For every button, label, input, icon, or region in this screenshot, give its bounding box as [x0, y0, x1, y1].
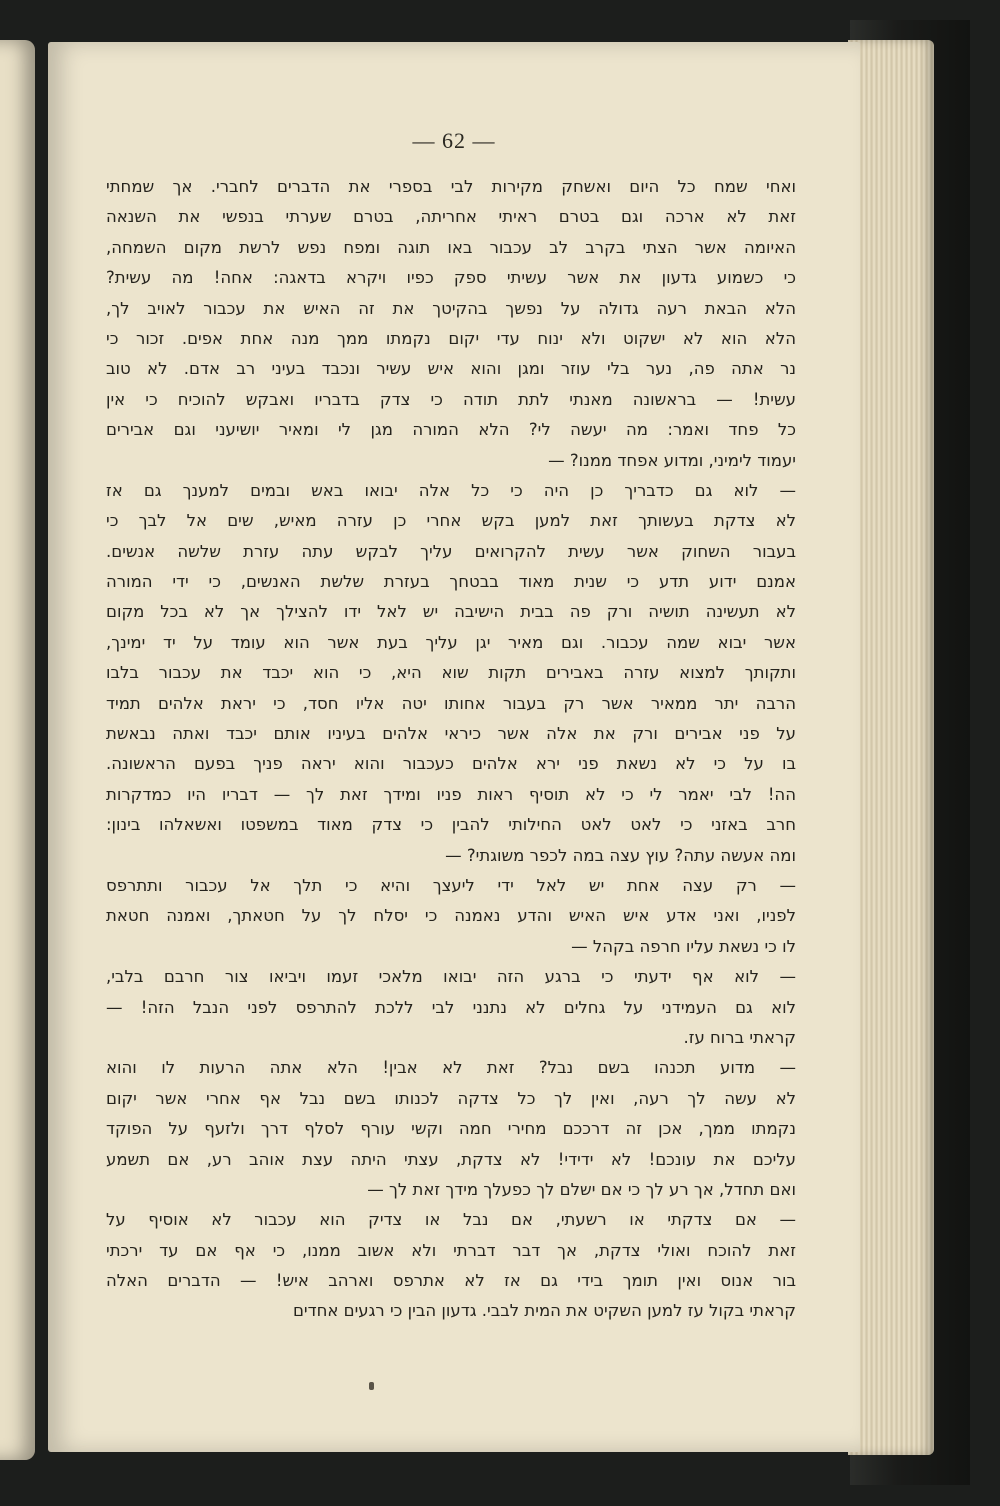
text-line: הלא הבאת רעה גדולה על נפשך בהקיטך את זה האיש את עכבור לאויב לך, [106, 298, 796, 318]
text-line: כל פחד ואמר: מה יעשה לי? הלא המורה מגן לי ומאיר יושיעני וגם אבירים [106, 420, 796, 440]
text-line: לא עשה לך רעה, ואין לך כל צדקה לכנותו בשם נבל אף אחרי אשר יקום [106, 1088, 796, 1108]
page-stack-edge [848, 40, 934, 1455]
text-line: הרבה יתר ממאיר אשר רק בעבור אחותו יטה אליו חסד, כי יראת אלהים תמיד [106, 693, 796, 713]
text-line: — לוא אף ידעתי כי ברגע הזה יבואו מלאכי זעמו ויביאו צור חרבם בלבי, [106, 967, 796, 987]
text-line: כי כשמוע גדעון את אשר עשיתי ספק כפיו ויקרא בדאגה: אחה! מה עשית? [106, 268, 796, 288]
text-line: קראתי ברוח עז. [683, 1027, 796, 1047]
text-line: על פני אבירים ורק את אלה אשר כיראי אלהים בעיניו אותם יכבד ואתה נבאשת [106, 724, 796, 744]
left-page-edge [0, 40, 35, 1460]
text-line: נר אתה פה, נער בלי עוזר ומגן והוא איש עשיר ונכבד בעיני רב אדם. לא טוב [106, 359, 796, 379]
text-line: — לוא גם כדבריך כן היה כי כל אלה יבואו באש ובמים למענך גם אז [106, 480, 796, 500]
text-line: — אם צדקתי או רשעתי, אם נבל או צדיק הוא עכבור לא אוסיף על [106, 1210, 796, 1230]
text-block [106, 172, 796, 1327]
text-line: חרב באזני כי לאט לאט החילותי להבין כי צדק מאוד במשפטו ואשאלהו בינון: [106, 815, 796, 835]
text-line: בור אנוס ואין תומך בידי גם אז לא אתרפס וארהב איש! — הדברים האלה [106, 1271, 796, 1291]
text-line: עליכם את עונכם! לא ידידי! לא צדקת, עצתי היתה עצת אוהב רע, אם תשמע [106, 1149, 796, 1169]
page-number: — 62 — [412, 128, 496, 153]
paper-speck [369, 1382, 374, 1390]
text-line: עשית! — בראשונה מאנתי לתת תודה כי צדק בדבריו ואבקש להוכיח כי אין [106, 389, 796, 409]
text-line: בעבור השחוק אשר עשית להקרואים עליך לבקש עתה עזרת שלשה אנשים. [106, 541, 796, 561]
text-line: קראתי בקול עז למען השקיט את המית לבבי. גדעון הבין כי רגעים אחדים [292, 1301, 796, 1321]
text-line: ותקותך למצוא עזרה באבירים תקות שוא היא, כי הוא יכבד את עכבור בלבו [106, 663, 796, 683]
text-line: נקמתו ממך, אכן זה דרככם מחירי חמה וקשי עורף לסלף דרך ולזעף על הפוקד [106, 1119, 796, 1139]
text-line: בו על כי לא נשאת פני ירא אלהים כעכבור והוא יראה פניך בפעם הראשונה. [106, 754, 796, 774]
text-line: יעמוד לימיני, ומדוע אפחד ממנו? — [548, 450, 796, 470]
text-line: אמנם ידוע תדע כי שנית מאוד בבטחך בעזרת שלשת האנשים, כי ידי המורה [106, 572, 796, 592]
text-line: זאת להוכח ואולי צדקת, אך דבר דברתי ולא אשוב ממנו, כי אף אם עד ירכתי [106, 1240, 796, 1260]
text-line: לו כי נשאת עליו חרפה בקהל — [571, 936, 796, 956]
text-line: ואם תחדל, אך רע לך כי אם ישלם לך כפעלך מידך זאת לך — [367, 1179, 796, 1199]
text-line: הה! לבי יאמר לי כי לא תוסיף ראות פניו ומידך זאת לך — דבריו היו כמדקרות [106, 784, 796, 804]
text-line: לוא גם העמידני על גחלים לא נתנני לבי ללכת להתרפס לפני הנבל הזה! — [106, 997, 796, 1017]
text-line: האיומה אשר הצתי בקרב לב עכבור באו תוגה ומפח נפש לרשת מקום השמחה, [106, 237, 796, 257]
text-line: ומה אעשה עתה? עוץ עצה במה לכפר משוגתי? — [445, 845, 796, 865]
book-page [48, 42, 860, 1452]
text-line: זאת לא ארכה וגם בטרם ראיתי אחריתה, בטרם שערתי בנפשי את השנאה [106, 207, 796, 227]
text-line: לא צדקת בעשותך זאת למען בקש אחרי כן עזרה מאיש, שים אל לבך כי [106, 511, 796, 531]
text-line: — רק עצה אחת יש לאל ידי ליעצך והיא כי תלך אל עכבור ותתרפס [106, 875, 796, 895]
text-line: ואחי שמח כל היום ואשחק מקירות לבי בספרי את הדברים לחברי. אך שמחתי [106, 177, 796, 196]
text-line: אשר יבוא שמה עכבור. וגם מאיר יגן עליך בעת אשר הוא עומד על יד ימינך, [106, 632, 796, 652]
text-line: הלא הוא לא ישקוט ולא ינוח עדי יקום נקמתו ממך מנה אחת אפים. זכור כי [106, 328, 796, 348]
text-line: לפניו, ואני אדע איש האיש והדע נאמנה כי יסלח לך על חטאתך, ואמנה חטאת [106, 906, 796, 926]
text-line: — מדוע תכנהו בשם נבל? זאת לא אבין! הלא אתה הרעות לו והוא [106, 1058, 796, 1078]
text-line: לא תעשינה תושיה ורק פה בבית הישיבה יש לאל ידו להצילך אך לא בכל מקום [106, 602, 796, 622]
